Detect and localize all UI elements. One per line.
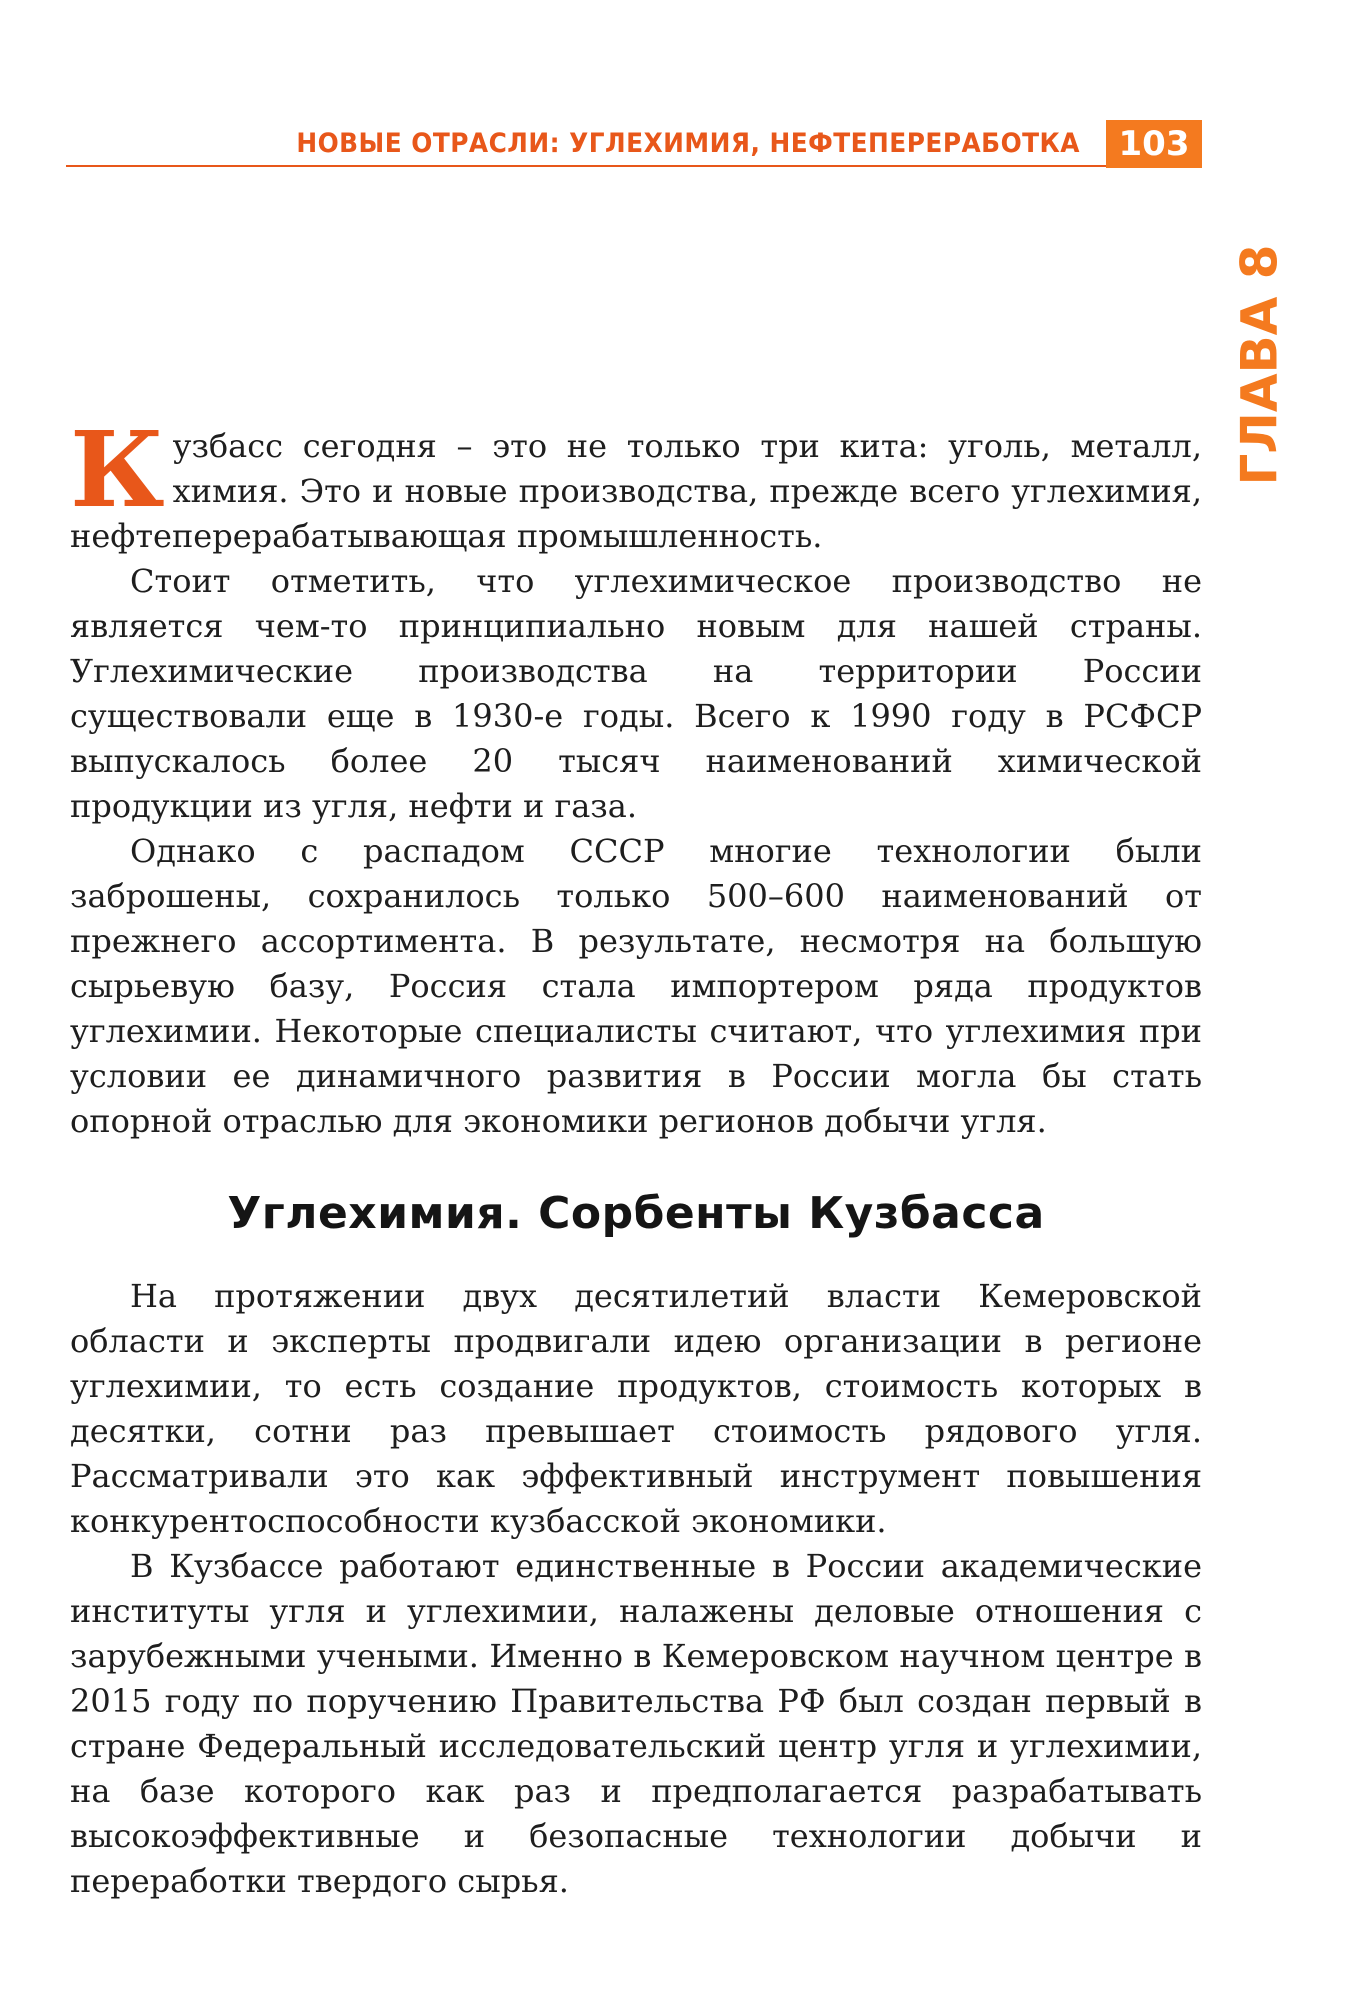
paragraph-intro <box>70 408 1202 559</box>
paragraph: Однако с распадом СССР многие технологии были заброшены, сохранилось только 500–600 наименований от прежнего ассортимента. В результате, несмотря на большую сырьевую базу, Россия стала импортером ряда продуктов углехимии. Некоторые специалисты считают, что углехимия при условии ее динамичного развития в России могла бы стать опорной отраслью для экономики регионов добычи угля. <box>70 832 1202 1140</box>
header-rule <box>66 165 1106 167</box>
chapter-tab-label: ГЛАВА 8 <box>1231 244 1289 486</box>
chapter-tab <box>1230 244 1290 486</box>
running-title: НОВЫЕ ОТРАСЛИ: УГЛЕХИМИЯ, НЕФТЕПЕРЕРАБОТКА <box>296 128 1080 159</box>
paragraph: Стоит отметить, что углехимическое производство не является чем-то принципиально новым для нашей страны. Углехимические производства на территории России существовали еще в 1930-е годы. Всего к 1990 году в РСФСР выпускалось более 20 тысяч наименований химической продукции из угля, нефти и газа. <box>70 562 1202 825</box>
page-number: 103 <box>1106 120 1202 168</box>
section-heading: Углехимия. Сорбенты Кузбасса <box>227 1188 1045 1239</box>
paragraph: На протяжении двух десятилетий власти Кемеровской области и эксперты продвигали идею организации в регионе углехимии, то есть создание продуктов, стоимость которых в десятки, сотни раз превышает стоимость рядового угля. Рассматривали это как эффективный инструмент повышения конкурентоспособности кузбасской экономики. <box>70 1277 1202 1540</box>
paragraph: В Кузбассе работают единственные в России академические институты угля и углехимии, налажены деловые отношения с зарубежными учеными. Именно в Кемеровском научном центре в 2015 году по поручению Правительства РФ был создан первый в стране Федеральный исследовательский центр угля и углехимии, на базе которого как раз и предполагается разрабатывать высокоэффективные и безопасные технологии добычи и переработки твердого сырья. <box>70 1547 1202 1900</box>
drop-cap: К <box>70 408 165 531</box>
paragraph-intro-text: узбасс сегодня – это не только три кита: уголь, металл, химия. Это и новые производства, прежде всего углехимия, нефтеперерабатывающая промышленность. <box>70 427 1202 555</box>
